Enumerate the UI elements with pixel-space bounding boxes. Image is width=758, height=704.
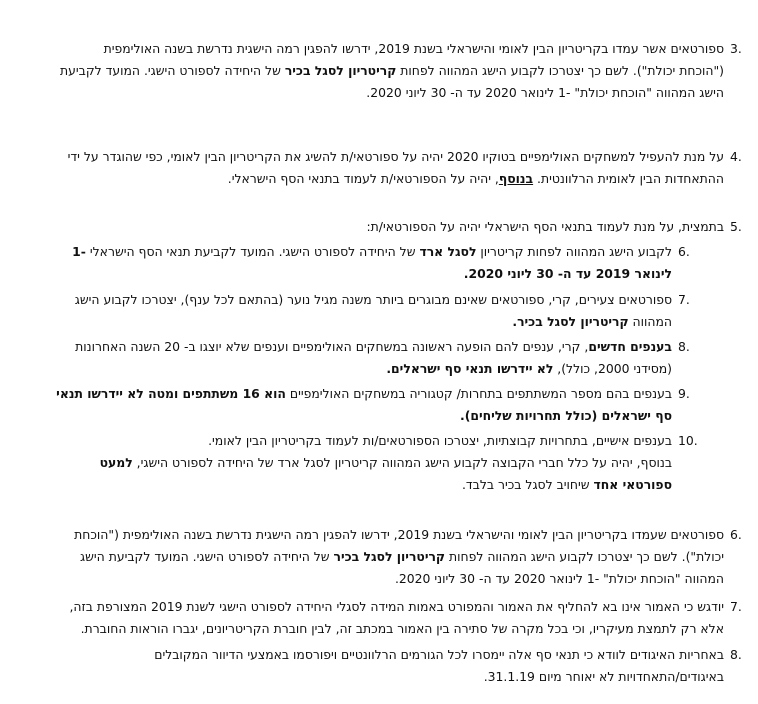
bold-text: קריטריון לסגל בכיר: [284, 63, 397, 78]
subclause-number: 8.: [678, 339, 690, 354]
text-segment: ספורטאים שעמדו בקריטריון הבין לאומי והישראלי בשנת 2019, ידרשו להפגין רמה הישגית נדרשת בשנה האולימפית ("הוכחת: [74, 527, 724, 542]
bold-text: בענפים חדשים: [588, 339, 672, 354]
clause-text: [38, 524, 724, 590]
bold-text: למעט: [99, 455, 133, 470]
bold-text: -1: [72, 244, 86, 259]
text-line: [38, 216, 724, 238]
clause-text: [38, 644, 724, 688]
clause-number: 5.: [730, 219, 742, 234]
bold-text: לינואר 2019 עד ה- 30 ליוני 2020.: [463, 266, 672, 281]
text-segment: של היחידה לספורט הישגי. המועד לקביעת: [60, 63, 285, 78]
text-line: [38, 168, 724, 190]
text-line: [38, 358, 672, 380]
text-line: [38, 524, 724, 546]
text-segment: לקבוע הישג המהווה לפחות קריטריון: [476, 244, 672, 259]
clause-number: 7.: [730, 599, 742, 614]
bold-text: סף ישראלים (כולל תחרויות שליחים).: [459, 408, 672, 423]
text-line: [38, 311, 672, 333]
text-segment: המהווה: [628, 314, 672, 329]
subclause-text: [38, 289, 672, 333]
text-segment: יכולת"). לשם כך יצטרכו לקבוע הישג המהווה לפחות: [445, 549, 724, 564]
text-line: [38, 336, 672, 358]
text-segment: , קרי, ענפים להם הופעה ראשונה במשחקים האולימפיים וענפים שלא יוצגו ב- 20 השנה האחרונות: [75, 339, 589, 354]
text-line: [38, 596, 724, 618]
clause-number: 8.: [730, 647, 742, 662]
subclause-7: [38, 289, 690, 333]
clause-number: 4.: [730, 149, 742, 164]
text-line: [38, 146, 724, 168]
text-line: [38, 82, 724, 104]
text-segment: הישג המהווה "הוכחת יכולת" -1 לינואר 2020 עד ה- 30 ליוני 2020.: [366, 85, 724, 100]
subclause-6: [38, 241, 690, 285]
clause-6: [38, 524, 742, 590]
text-line: [38, 289, 672, 311]
subclause-number: 9.: [678, 386, 690, 401]
text-segment: על מנת להעפיל למשחקים האולימפיים בטוקיו 2020 יהיה על ספורטאי/ת להשיג את הקריטריון הבין לאומי, כפי שהוגדר על ידי: [67, 149, 724, 164]
text-segment: ספורטאים צעירים, קרי, ספורטאים שאינם מבוגרים ביותר משנה מגיל נוער (בהתאם לכל ענף), יצטרכו לקבוע הישג: [74, 292, 672, 307]
text-line: [38, 263, 672, 285]
text-segment: בתמצית, על מנת לעמוד בתנאי הסף הישראלי יהיה על הספורטאי/ת:: [366, 219, 724, 234]
text-line: [38, 644, 724, 666]
clause-4: [38, 146, 742, 190]
text-segment: באיגודים/התאחדויות לא יאוחר מיום 31.1.19.: [483, 669, 724, 684]
text-segment: של היחידה לספורט הישגי. המועד לקביעת תנאי הסף הישראלי: [85, 244, 420, 259]
bold-text: לא יידרשו תנאי סף ישראלים.: [386, 361, 554, 376]
text-segment: אלא רק לתמצת מעיקריו, וכי בכל מקרה של סתירה בין האמור במכתב זה, לבין חוברת הקריטריונים, יגברו הוראות החוברת.: [80, 621, 724, 636]
bold-text: ספורטאי אחד: [593, 477, 672, 492]
text-line: [38, 241, 672, 263]
text-segment: באחריות האיגודים לוודא כי תנאי סף אלה יימסרו לכל הגורמים הרלוונטיים ויפורסמו באמצעי הדיוור המקובלים: [154, 647, 724, 662]
text-segment: המהווה "הוכחת יכולת" -1 לינואר 2020 עד ה- 30 ליוני 2020.: [394, 571, 724, 586]
bold-text: הוא 16 משתתפים ומטה לא יידרשו תנאי: [56, 386, 286, 401]
clause-number: 6.: [730, 527, 742, 542]
text-segment: שיחויב לסגל בכיר בלבד.: [461, 477, 594, 492]
text-line: [38, 618, 724, 640]
text-segment: ("הוכחת יכולת"). לשם כך יצטרכו לקבוע הישג המהווה לפחות: [396, 63, 724, 78]
text-segment: ההתאחדות הבין לאומית הרלוונטית.: [533, 171, 724, 186]
text-segment: בענפים בהם מספר המשתתפים בתחרות/ קטגוריה במשחקים האולימפיים: [285, 386, 672, 401]
text-segment: של היחידה לספורט הישגי. המועד לקביעת הישג: [80, 549, 334, 564]
clause-7: [38, 596, 742, 640]
text-segment: ספורטאים אשר עמדו בקריטריון הבין לאומי והישראלי בשנת 2019, ידרשו להפגין רמה הישגית נדרשת בשנה האולימפית: [103, 41, 724, 56]
subclause-8: [38, 336, 690, 380]
bold-text: בנוסף: [498, 171, 534, 186]
subclause-text: [38, 430, 672, 496]
bold-text: קריטריון לסגל בכיר.: [512, 314, 629, 329]
clause-text: [38, 596, 724, 640]
subclause-number: 6.: [678, 244, 690, 259]
subclause-text: [38, 383, 672, 427]
clause-text: [38, 146, 724, 190]
subclause-number: 10.: [678, 433, 698, 448]
subclause-text: [38, 241, 672, 285]
clause-8: [38, 644, 742, 688]
text-segment: , יהיה על הספורטאי/ת לעמוד בתנאי הסף הישראלי.: [227, 171, 499, 186]
subclause-9: [38, 383, 690, 427]
text-segment: (מסידני 2000, כולל),: [553, 361, 672, 376]
subclause-number: 7.: [678, 292, 690, 307]
text-line: [38, 60, 724, 82]
text-segment: בענפים אישיים, בתחרויות קבוצתיות, יצטרכו הספורטאים/ות לעמוד בקריטריון הבין לאומי.: [208, 433, 672, 448]
text-line: [38, 38, 724, 60]
text-line: [38, 546, 724, 568]
text-line: [38, 666, 724, 688]
text-line: [38, 474, 672, 496]
text-segment: יודגש כי האמור אינו בא להחליף את האמור והמפורט באמות המידה לסגלי היחידה לספורט הישגי לשנת 2019 המצורפת בזה,: [69, 599, 724, 614]
clause-text: [38, 38, 724, 104]
bold-text: קריטריון לסגל בכיר: [333, 549, 446, 564]
clause-number: 3.: [730, 41, 742, 56]
clause-text: [38, 216, 724, 238]
text-line: [38, 383, 672, 405]
text-line: [38, 452, 672, 474]
subclause-text: [38, 336, 672, 380]
text-line: [38, 430, 672, 452]
subclause-10: [38, 430, 698, 496]
bold-text: לסגל ארד: [419, 244, 477, 259]
text-line: [38, 568, 724, 590]
text-line: [38, 405, 672, 427]
clause-5: [38, 216, 742, 238]
text-segment: בנוסף, יהיה על כלל חברי הקבוצה לקבוע הישג המהווה קריטריון לסגל ארד של היחידה לספורט הישגי,: [132, 455, 672, 470]
clause-3: [38, 38, 742, 104]
